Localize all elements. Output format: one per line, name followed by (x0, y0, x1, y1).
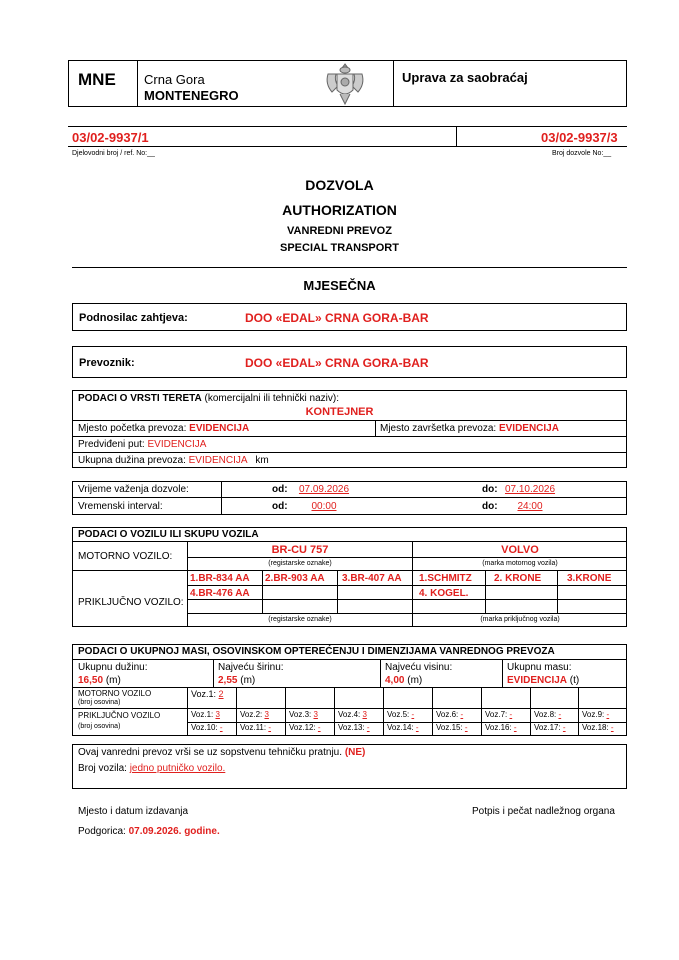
validity-line (72, 497, 627, 498)
axle-cell-value: - (415, 723, 419, 732)
motor-reg-underline (188, 557, 412, 558)
total-length-row (78, 675, 121, 686)
start-location-value: EVIDENCIJA (189, 423, 250, 434)
trailer-make-1: 1.SCHMITZ (419, 573, 472, 584)
trailer-reg-1: 1.BR-834 AA (190, 573, 250, 584)
max-width-label: Najveću širinu: (218, 662, 284, 673)
total-mass-value: EVIDENCIJA (507, 675, 568, 686)
escort-row (78, 747, 365, 758)
validity-divider (221, 481, 222, 515)
axles-motor-note: (broj osovina) (78, 699, 121, 706)
axle-cell-value: - (411, 710, 415, 719)
total-length-value: 16,50 (78, 675, 104, 686)
trailer-grid-v1 (262, 570, 263, 613)
trailer-make-4: 4. KOGEL. (419, 588, 469, 599)
trailer-label: PRIKLJUČNO VOZILO: (78, 597, 184, 608)
axle-cell-label: Voz.1: (191, 710, 214, 719)
axles-motor-voz: Voz.1: (191, 689, 217, 699)
axle-cell-value: 3 (215, 710, 220, 719)
cargo-value: KONTEJNER (305, 406, 374, 418)
place-date-label: Mjesto i datum izdavanja (78, 806, 189, 817)
transport-type: VANREDNI PREVOZ (287, 225, 392, 237)
axle-grid-divider (481, 687, 482, 736)
axle-cell (191, 723, 223, 732)
axle-cell-label: Voz.7: (485, 710, 508, 719)
axle-cell-value: - (513, 723, 517, 732)
valid-to-label: do: (482, 484, 498, 495)
end-location-label: Mjesto završetka prevoza: (380, 423, 497, 434)
axle-cell-label: Voz.15: (436, 723, 463, 732)
transport-length-value: EVIDENCIJA (188, 455, 247, 466)
axle-cell-label: Voz.4: (338, 710, 361, 719)
max-height-value: 4,00 (385, 675, 405, 686)
cargo-line-1 (72, 420, 627, 421)
header-divider-2 (393, 60, 394, 107)
motor-make-note: (marka motornog vozila) (482, 560, 558, 567)
axle-cell (534, 723, 566, 732)
motor-make-underline (413, 557, 627, 558)
cargo-divider (375, 420, 376, 436)
axle-cell (338, 710, 367, 719)
dim-line-1 (72, 659, 627, 660)
axle-cell (387, 723, 419, 732)
signature-label: Potpis i pečat nadležnog organa (472, 806, 615, 817)
axle-cell (240, 723, 271, 732)
transport-length-label: Ukupna dužina prevoza: (78, 455, 186, 466)
axle-cell (387, 710, 414, 719)
axle-cell (485, 710, 512, 719)
axle-cell-label: Voz.14: (387, 723, 414, 732)
dim-v-length (213, 659, 214, 687)
validity-period-label: Vrijeme važenja dozvole: (78, 484, 189, 495)
axle-grid-divider (530, 687, 531, 736)
axle-cell-value: - (366, 723, 370, 732)
cargo-line-2 (72, 436, 627, 437)
valid-from-value: 07.09.2026 (298, 484, 350, 495)
escort-count-label: Broj vozila: (78, 763, 127, 774)
axle-cell-label: Voz.3: (289, 710, 312, 719)
axle-grid-divider (578, 687, 579, 736)
axle-grid-divider (236, 687, 237, 736)
axle-cell-label: Voz.12: (289, 723, 316, 732)
trailer-make-note: (marka priključnog vozila) (480, 616, 560, 623)
validity-interval-label: Vremenski interval: (78, 501, 163, 512)
axle-cell (582, 723, 614, 732)
cargo-heading (78, 393, 339, 404)
axle-cell-label: Voz.6: (436, 710, 459, 719)
trailer-grid-v4 (557, 570, 558, 613)
transport-length-row (78, 455, 269, 466)
ref-bottom-line (68, 146, 627, 147)
valid-to-value: 07.10.2026 (504, 484, 556, 495)
axle-cell (582, 710, 609, 719)
axle-cell-label: Voz.8: (534, 710, 557, 719)
axles-motor-value: 2 (218, 689, 224, 699)
axles-motor-row (191, 689, 224, 699)
vehicle-heading: PODACI O VOZILU ILI SKUPU VOZILA (78, 529, 259, 540)
ref-top-line (68, 126, 627, 127)
total-mass-row (507, 675, 579, 686)
document-title: DOZVOLA (305, 177, 374, 193)
max-width-unit: (m) (240, 675, 256, 686)
axle-cell-value: - (219, 723, 223, 732)
reference-number: 03/02-9937/1 (72, 130, 149, 145)
permit-period: MJESEČNA (303, 278, 376, 293)
dim-line-2 (72, 687, 627, 688)
end-location-row (380, 423, 559, 434)
total-length-unit: (m) (105, 675, 121, 686)
trailer-grid-line-1 (188, 585, 627, 586)
cargo-heading-note: (komercijalni ili tehnički naziv): (201, 393, 339, 404)
header-divider-1 (137, 60, 138, 107)
dim-v-label (187, 687, 188, 736)
motor-vehicle-make: VOLVO (501, 544, 539, 556)
axle-cell-value: 3 (362, 710, 367, 719)
trailer-make-3: 3.KRONE (567, 573, 612, 584)
axle-cell-value: 3 (313, 710, 318, 719)
start-location-label: Mjesto početka prevoza: (78, 423, 187, 434)
trailer-reg-4: 4.BR-476 AA (190, 588, 250, 599)
axle-cell-label: Voz.9: (582, 710, 605, 719)
escort-count-value: jedno putničko vozilo. (129, 763, 226, 774)
axle-cell-value: - (509, 710, 513, 719)
axles-trailer-label: PRIKLJUČNO VOZILO (78, 711, 161, 720)
axle-cell-label: Voz.16: (485, 723, 512, 732)
total-mass-unit: (t) (569, 675, 580, 686)
transport-type-en: SPECIAL TRANSPORT (280, 242, 399, 254)
time-from-label: od: (272, 501, 288, 512)
max-height-unit: (m) (407, 675, 423, 686)
axle-cell-value: - (606, 710, 610, 719)
applicant-label: Podnosilac zahtjeva: (79, 312, 188, 324)
axle-cell-value: - (558, 710, 562, 719)
time-from-value: 00:00 (311, 501, 337, 512)
trailer-grid-v2 (337, 570, 338, 613)
escort-text: Ovaj vanredni prevoz vrši se uz sopstvenu tehničku pratnju. (78, 747, 343, 758)
title-separator (72, 267, 627, 268)
axle-cell-value: - (464, 723, 468, 732)
country-name: Crna Gora (144, 72, 205, 87)
axle-cell-label: Voz.18: (582, 723, 609, 732)
axle-cell (436, 710, 463, 719)
axle-cell-value: - (268, 723, 271, 732)
axle-cell-label: Voz.17: (534, 723, 561, 732)
dim-v-width (380, 659, 381, 687)
dim-line-3 (72, 708, 627, 709)
vehicle-line-1 (72, 541, 627, 542)
motor-vehicle-reg: BR-CU 757 (271, 544, 329, 556)
motor-reg-note: (registarske oznake) (268, 560, 332, 567)
axle-cell (191, 710, 220, 719)
escort-value: (NE) (344, 747, 366, 758)
transport-length-unit: km (255, 455, 269, 466)
axle-grid-divider (432, 687, 433, 736)
total-mass-label: Ukupnu masu: (507, 662, 572, 673)
axle-cell-label: Voz.11: (240, 723, 267, 732)
route-row (78, 439, 206, 450)
issue-place-date (78, 826, 220, 837)
applicant-value: DOO «EDAL» CRNA GORA-BAR (245, 311, 429, 325)
trailer-make-2: 2. KRONE (494, 573, 542, 584)
axle-cell (240, 710, 269, 719)
carrier-label: Prevoznik: (79, 357, 135, 369)
axle-grid-divider (383, 687, 384, 736)
permit-number-label: Broj dozvole No:__ (552, 150, 612, 157)
axle-cell (534, 710, 561, 719)
trailer-reg-note: (registarske oznake) (268, 616, 332, 623)
axle-cell-label: Voz.10: (191, 723, 218, 732)
motor-vehicle-label: MOTORNO VOZILO: (78, 551, 173, 562)
trailer-reg-3: 3.BR-407 AA (342, 573, 402, 584)
axle-cell (338, 723, 370, 732)
axle-cell-label: Voz.2: (240, 710, 263, 719)
axle-grid-divider (334, 687, 335, 736)
axle-cell (436, 723, 468, 732)
max-width-value: 2,55 (218, 675, 238, 686)
axle-cell-value: - (317, 723, 321, 732)
cargo-line-3 (72, 452, 627, 453)
axle-cell-label: Voz.13: (338, 723, 365, 732)
max-height-row (385, 675, 422, 686)
coat-of-arms-emblem (320, 58, 370, 108)
dim-v-height (502, 659, 503, 687)
axle-cell-value: - (460, 710, 464, 719)
trailer-grid-line-3 (188, 613, 627, 614)
issue-place: Podgorica: (78, 826, 126, 837)
route-value: EVIDENCIJA (147, 439, 207, 450)
axle-grid-divider (285, 687, 286, 736)
axles-motor-label: MOTORNO VOZILO (78, 689, 152, 698)
axle-cell-value: - (562, 723, 566, 732)
axle-cell (289, 723, 321, 732)
issue-date: 07.09.2026. godine. (128, 826, 220, 837)
country-code: MNE (78, 70, 116, 89)
cargo-heading-title: PODACI O VRSTI TERETA (78, 393, 202, 404)
total-length-label: Ukupnu dužinu: (78, 662, 148, 673)
valid-from-label: od: (272, 484, 288, 495)
route-label: Predviđeni put: (78, 439, 145, 450)
axle-cell (289, 710, 318, 719)
authority-name: Uprava za saobraćaj (402, 70, 528, 85)
country-name-en: MONTENEGRO (144, 88, 239, 103)
trailer-grid-line-2 (188, 599, 627, 600)
ref-divider (456, 126, 457, 146)
end-location-value: EVIDENCIJA (498, 423, 559, 434)
vehicle-line-2 (72, 570, 627, 571)
axle-cell-value: 3 (264, 710, 269, 719)
start-location-row (78, 423, 249, 434)
axle-cell-label: Voz.5: (387, 710, 410, 719)
document-title-en: AUTHORIZATION (282, 202, 397, 218)
time-to-value: 24:00 (517, 501, 543, 512)
reference-label: Djelovodni broj / ref. No:__ (72, 150, 155, 157)
max-width-row (218, 675, 255, 686)
axle-cell (485, 723, 517, 732)
axles-trailer-note: (broj osovina) (78, 723, 121, 730)
trailer-reg-2: 2.BR-903 AA (265, 573, 325, 584)
escort-count-row (78, 763, 225, 774)
axle-cell-value: - (610, 723, 614, 732)
carrier-value: DOO «EDAL» CRNA GORA-BAR (245, 356, 429, 370)
trailer-grid-v3 (485, 570, 486, 613)
time-to-label: do: (482, 501, 498, 512)
permit-number: 03/02-9937/3 (541, 130, 618, 145)
dimensions-heading: PODACI O UKUPNOJ MASI, OSOVINSKOM OPTEREĆENJU I DIMENZIJAMA VANREDNOG PREVOZA (78, 646, 555, 657)
max-height-label: Najveću visinu: (385, 662, 453, 673)
